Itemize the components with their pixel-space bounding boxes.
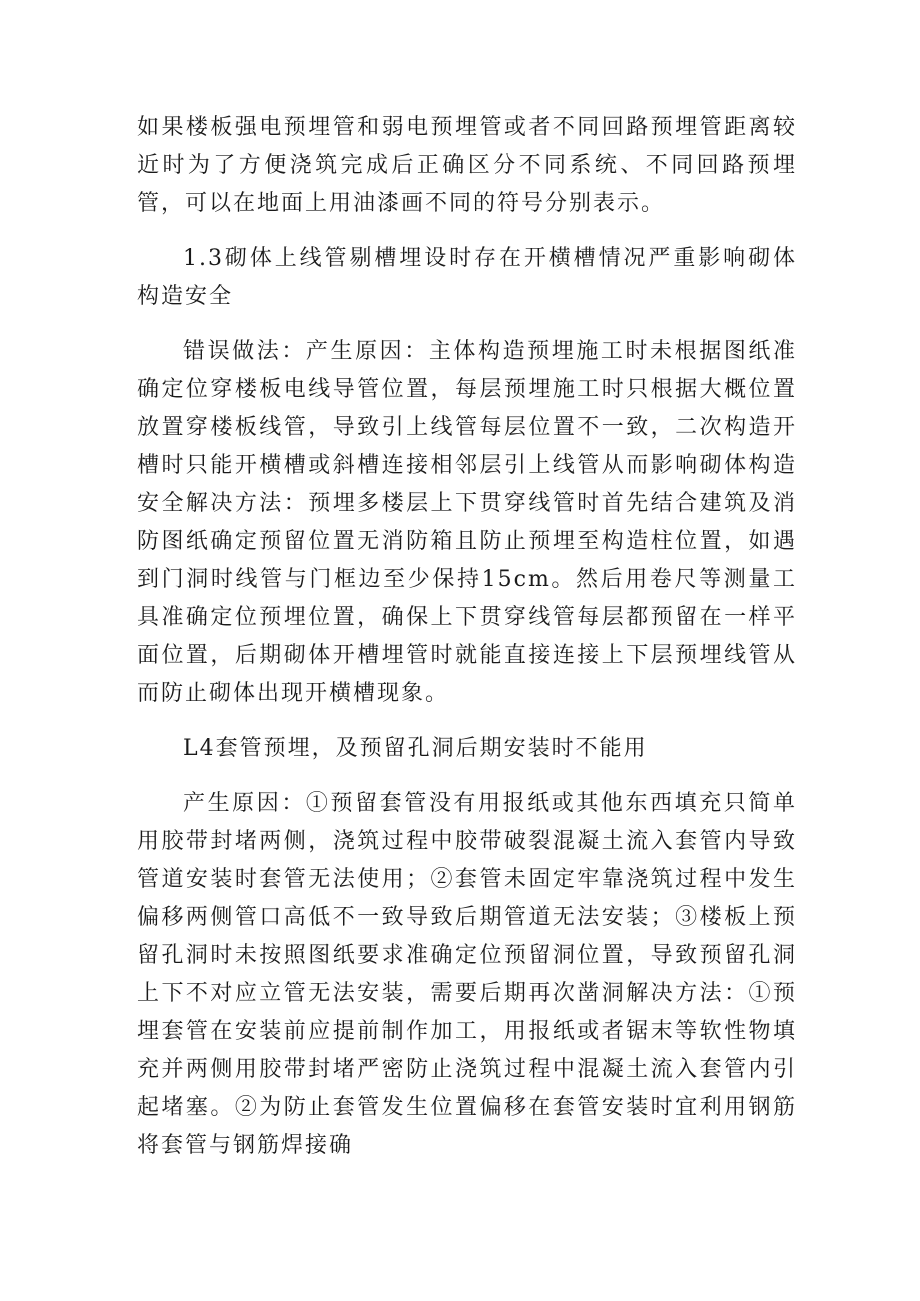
paragraph-cause-and-solution: 产生原因：①预留套管没有用报纸或其他东西填充只简单用胶带封堵两侧，浇筑过程中胶带破裂混凝土流入套管内导致管道安装时套管无法使用；②套管未固定牢靠浇筑过程中发生偏移两侧管口高低不一致导致后期管道无法安装；③楼板上预留孔洞时未按照图纸要求准确定位预留洞位置，导致预留孔洞上下不对应立管无法安装，需要后期再次凿洞解决方法：①预埋套管在安装前应提前制作加工，用报纸或者锯末等软性物填充并两侧用胶带封堵严密防止浇筑过程中混凝土流入套管内引起堵塞。②为防止套管发生位置偏移在套管安装时宜利用钢筋将套管与钢筋焊接确 [137,791,797,1158]
section-heading-l4: L4套管预埋，及预留孔洞后期安装时不能用 [183,736,648,761]
document-body [137,109,797,1182]
paragraph-preembed-marking: 如果楼板强电预埋管和弱电预埋管或者不同回路预埋管距离较近时为了方便浇筑完成后正确区分不同系统、不同回路预埋管，可以在地面上用油漆画不同的符号分别表示。 [137,115,797,216]
section-heading-1-3: 1.3砌体上线管剔槽埋设时存在开横槽情况严重影响砌体构造安全 [137,246,797,309]
paragraph-wrong-practice: 错误做法：产生原因：主体构造预埋施工时未根据图纸准确定位穿楼板电线导管位置，每层预埋施工时只根据大概位置放置穿楼板线管，导致引上线管每层位置不一致，二次构造开槽时只能开横槽或斜槽连接相邻层引上线管从而影响砌体构造安全解决方法：预埋多楼层上下贯穿线管时首先结合建筑及消防图纸确定预留位置无消防箱且防止预埋至构造柱位置，如遇到门洞时线管与门框边至少保持15cm。然后用卷尺等测量工具准确定位预埋位置，确保上下贯穿线管每层都预留在一样平面位置，后期砌体开槽埋管时就能直接连接上下层预埋线管从而防止砌体出现开横槽现象。 [137,339,797,706]
